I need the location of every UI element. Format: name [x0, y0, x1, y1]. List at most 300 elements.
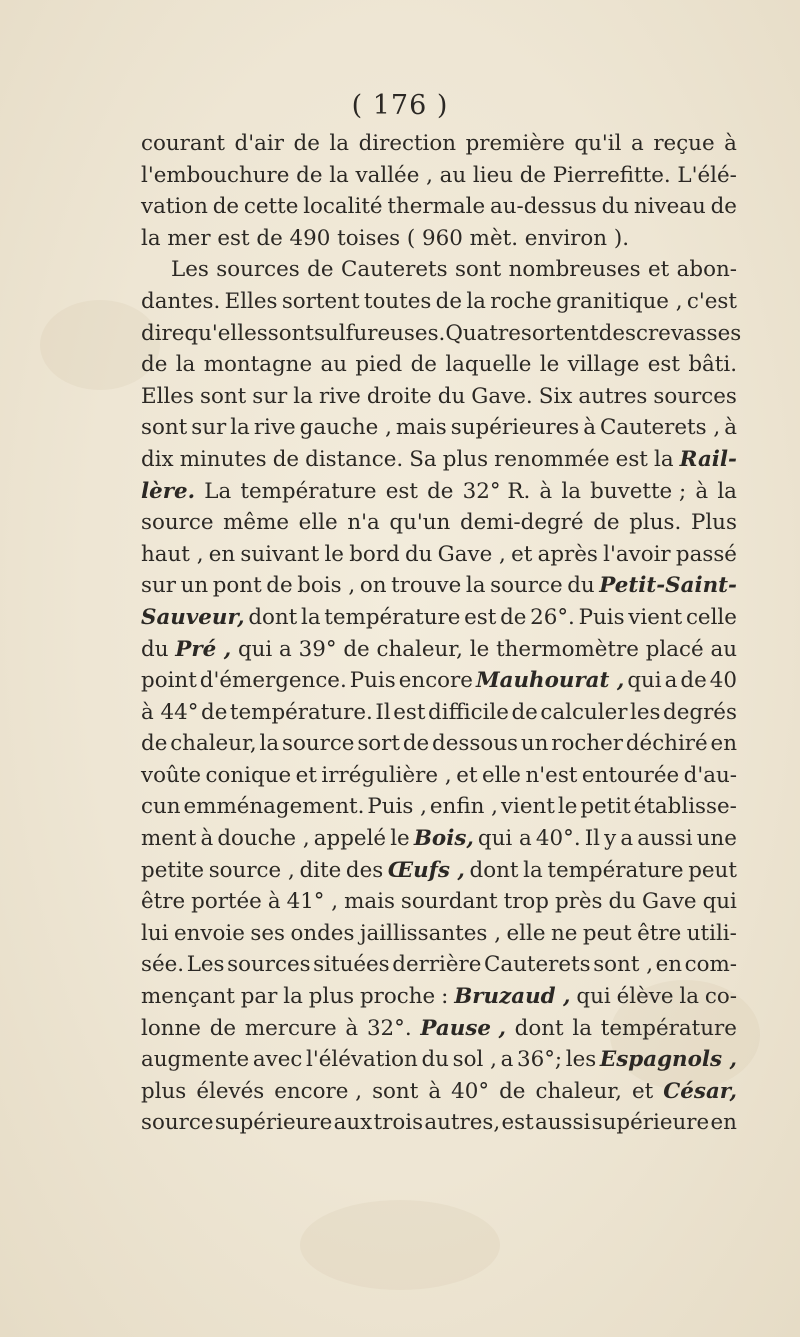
word: aux [333, 1110, 373, 1136]
word: sources [227, 952, 311, 978]
word: petite [141, 857, 205, 883]
text-line [141, 349, 737, 381]
word: village [567, 352, 640, 378]
word: première [465, 131, 565, 156]
word: qui a [477, 826, 532, 852]
word: sont [372, 1078, 419, 1104]
text-line [141, 286, 737, 318]
word: bois , [297, 573, 356, 599]
word: et [647, 257, 670, 283]
word: thermale [387, 194, 486, 220]
word: elle [298, 510, 338, 536]
text-line [141, 791, 737, 823]
word: dix [141, 446, 174, 472]
word: sortent [520, 320, 599, 346]
word: supérieures [450, 415, 580, 441]
word: passé [675, 541, 737, 567]
paper-stain [300, 1200, 500, 1290]
word: dite [299, 857, 342, 883]
word: au [439, 162, 467, 188]
text-line [141, 128, 737, 160]
word: ses [250, 920, 285, 946]
word: de [680, 668, 707, 694]
word: de [209, 1015, 237, 1041]
word: augmente [141, 1047, 250, 1073]
italic-word: Sauveur, [141, 604, 245, 630]
italic-word: Pause , [420, 1015, 506, 1041]
word: ment [141, 826, 197, 852]
word: Plus [690, 510, 737, 536]
word: roche [490, 288, 552, 314]
text-line [141, 697, 737, 729]
word: d'air [234, 131, 284, 156]
word: chaleur, [535, 1078, 622, 1104]
word: au [710, 636, 737, 662]
text-line [141, 949, 737, 981]
word: granitique , [556, 288, 683, 314]
word: dessous [432, 731, 518, 757]
word: la [329, 131, 350, 156]
word: cun [141, 794, 181, 820]
word: au [320, 352, 347, 378]
word: et [456, 762, 478, 788]
word: lonne [141, 1015, 201, 1041]
body-text [141, 128, 742, 1139]
word: autres [578, 383, 648, 409]
word: la [300, 604, 321, 630]
word: aussi [535, 1110, 591, 1136]
word: demi-degré [459, 510, 584, 536]
text-line [141, 254, 737, 286]
word: sources [653, 383, 737, 409]
word: qui [237, 636, 273, 662]
word: de [296, 162, 323, 188]
word: n'a [347, 510, 380, 536]
word: autres, [424, 1110, 501, 1136]
word: thermomètre [496, 636, 639, 662]
word: la [230, 415, 250, 441]
word: sont [454, 257, 502, 283]
word: de [427, 478, 454, 504]
word: mençant [141, 984, 235, 1010]
word: par [240, 984, 278, 1010]
word: envoie [173, 920, 245, 946]
word: ne [550, 920, 578, 946]
word: être [141, 889, 186, 915]
word: de [293, 131, 320, 156]
word: droite [366, 383, 432, 409]
word: Pierrefitte. [552, 162, 671, 188]
word: le [539, 352, 560, 378]
word: courant [141, 131, 225, 156]
word: Six [538, 383, 573, 409]
word: température [547, 857, 684, 883]
word: bâti. [688, 352, 737, 378]
text-line [141, 570, 737, 602]
word: à [695, 478, 709, 504]
word: même [223, 510, 290, 536]
word: rocher [551, 731, 623, 757]
word: sont , [593, 952, 654, 978]
word: sée. [141, 952, 185, 978]
word: de [307, 257, 334, 283]
word: 32° R. [462, 478, 531, 504]
word: dire [141, 320, 185, 346]
word: 40°. [535, 826, 581, 852]
word: dont [248, 604, 298, 630]
word: est [385, 478, 418, 504]
word: un [180, 573, 209, 599]
word: de [402, 731, 430, 757]
word: est [615, 446, 648, 472]
word: aussi [637, 826, 693, 852]
word: nombreuses [508, 257, 641, 283]
italic-word: Espagnols , [599, 1047, 737, 1073]
word: de [519, 162, 547, 188]
word: le [557, 794, 578, 820]
word: température [600, 1015, 737, 1041]
word: sol , [452, 1047, 497, 1073]
word: après [537, 541, 598, 567]
word: localité [303, 194, 383, 220]
word: sortent [281, 288, 360, 314]
text-line [141, 539, 737, 571]
word: du [601, 194, 630, 220]
word: plus [442, 446, 489, 472]
word: renommée [494, 446, 610, 472]
italic-word: Petit-Saint- [599, 573, 737, 599]
word: dont [514, 1015, 564, 1041]
word: trois [373, 1110, 424, 1136]
word: sont [199, 383, 247, 409]
italic-word: Bruzaud , [454, 984, 571, 1010]
word: Gave. [471, 383, 533, 409]
word: Cauterets , [600, 415, 721, 441]
word: qu'un [389, 510, 451, 536]
word: Il [375, 699, 391, 725]
word: Cauterets [484, 952, 591, 978]
word: La [204, 478, 232, 504]
word: cette [243, 194, 299, 220]
word: haut , [141, 541, 204, 567]
word: abon- [676, 257, 737, 283]
word: a [279, 636, 292, 662]
word: Les [171, 257, 209, 283]
word: en [655, 952, 683, 978]
word: l'embouchure [141, 162, 290, 188]
word: y [604, 826, 617, 852]
word: bord [349, 541, 400, 567]
word: encore , [274, 1078, 363, 1104]
word: 40 [709, 668, 737, 694]
word: du [141, 636, 169, 662]
word: calculer [540, 699, 628, 725]
word: source , [208, 857, 295, 883]
word: l'élévation [306, 1047, 418, 1073]
word: lui [141, 920, 169, 946]
word: Elles [224, 288, 278, 314]
word: à [539, 478, 553, 504]
word: 40° [451, 1078, 490, 1104]
word: déchiré [625, 731, 708, 757]
word: Il [584, 826, 601, 852]
word: la [653, 446, 674, 472]
word: mercure [244, 1015, 337, 1041]
text-line [141, 476, 737, 508]
word: la mer est de 490 toises ( 960 mèt. environ ). [141, 225, 629, 251]
word: le [324, 541, 344, 567]
word: supérieure [591, 1110, 710, 1136]
word: chaleur, [376, 636, 463, 662]
word: chaleur, [170, 731, 257, 757]
text-line [141, 412, 737, 444]
text-line [141, 1013, 737, 1045]
text-line [141, 318, 742, 350]
word: Gave , [437, 541, 506, 567]
word: plus. [629, 510, 682, 536]
word: est [464, 604, 497, 630]
text-line [141, 1107, 737, 1139]
word: utili- [686, 920, 737, 946]
word: la [293, 383, 313, 409]
word: de [141, 731, 168, 757]
word: L'élé- [677, 162, 737, 188]
word: la [329, 162, 349, 188]
word: direction [358, 131, 457, 156]
word: du [437, 383, 466, 409]
italic-word: Bois, [413, 826, 474, 852]
word: portée [191, 889, 262, 915]
word: de [410, 352, 437, 378]
word: élevés [196, 1078, 265, 1104]
word: être [637, 920, 682, 946]
word: sur [191, 415, 227, 441]
italic-word: Rail- [679, 446, 737, 472]
word: derrière [392, 952, 482, 978]
italic-word: César, [663, 1078, 737, 1104]
text-line [141, 444, 737, 476]
word: minutes [179, 446, 267, 472]
word: d'au- [683, 762, 737, 788]
word: on [359, 573, 387, 599]
word: du [567, 573, 595, 599]
word: la [523, 857, 543, 883]
word: difficile [428, 699, 509, 725]
word: trop [503, 889, 549, 915]
word: lieu [472, 162, 514, 188]
text-line [141, 1044, 737, 1076]
word: dantes. [141, 288, 221, 314]
word: de [710, 194, 737, 220]
word: crevasses [635, 320, 742, 346]
word: près [554, 889, 603, 915]
word: la [572, 1015, 592, 1041]
word: de [343, 636, 370, 662]
word: co- [704, 984, 737, 1010]
word: des [345, 857, 384, 883]
word: elle [481, 762, 521, 788]
word: dont [469, 857, 519, 883]
word: placé [645, 636, 704, 662]
word: douche , [217, 826, 310, 852]
word: sort [357, 731, 400, 757]
word: petit [580, 794, 631, 820]
word: entourée [581, 762, 680, 788]
word: la [465, 573, 486, 599]
word: sur [141, 573, 176, 599]
word: de [201, 699, 228, 725]
word: de [500, 604, 527, 630]
word: pied [355, 352, 403, 378]
word: sont [267, 320, 314, 346]
word: source [141, 510, 214, 536]
word: à [583, 415, 596, 441]
word: Puis , [367, 794, 427, 820]
word: est [501, 1110, 534, 1136]
word: à [200, 826, 214, 852]
word: à 44° [141, 699, 199, 725]
text-line [141, 760, 737, 792]
word: sur [252, 383, 288, 409]
word: plus [141, 1078, 187, 1104]
word: à [345, 1015, 359, 1041]
text-line [141, 665, 737, 697]
word: établisse- [633, 794, 737, 820]
word: Cauterets [340, 257, 448, 283]
word: 39° [298, 636, 337, 662]
text-line [141, 886, 737, 918]
word: irrégulière , [321, 762, 452, 788]
text-line [141, 223, 737, 255]
word: et [631, 1078, 654, 1104]
text-line [141, 823, 737, 855]
word: du [608, 889, 637, 915]
word: le [469, 636, 490, 662]
word: laquelle [445, 352, 532, 378]
word: du [404, 541, 433, 567]
word: enfin , [429, 794, 498, 820]
word: de [212, 194, 240, 220]
word: est [647, 352, 680, 378]
word: de [435, 288, 463, 314]
text-line [141, 602, 737, 634]
text-line [141, 981, 737, 1013]
word: à [724, 131, 737, 156]
word: : [441, 984, 449, 1010]
text-line [141, 918, 737, 950]
word: mais [344, 889, 395, 915]
word: proche [359, 984, 436, 1010]
word: avec [252, 1047, 303, 1073]
word: montagne [203, 352, 313, 378]
word: sources [216, 257, 300, 283]
word: Elles [141, 383, 194, 409]
word: sulfureuses. [313, 320, 446, 346]
word: peut [688, 857, 737, 883]
word: c'est [686, 288, 737, 314]
word: buvette ; [590, 478, 687, 504]
word: vient [500, 794, 555, 820]
word: de [141, 352, 168, 378]
word: appelé [313, 826, 387, 852]
word: situées [313, 952, 390, 978]
word: qu'il [574, 131, 622, 156]
word: emménagement. [183, 794, 365, 820]
word: rive [253, 415, 296, 441]
italic-word: lère. [141, 478, 196, 504]
word: la [466, 288, 486, 314]
word: degrés [663, 699, 737, 725]
word: en [710, 1110, 737, 1136]
word: d'émergence. [199, 668, 347, 694]
word: Les [186, 952, 225, 978]
word: température [240, 478, 377, 504]
word: niveau [633, 194, 706, 220]
word: les [630, 699, 661, 725]
word: rive [318, 383, 361, 409]
italic-word: Œufs , [387, 857, 465, 883]
text-line [141, 728, 737, 760]
word: température. [229, 699, 373, 725]
word: à [724, 415, 737, 441]
word: distance. [305, 446, 404, 472]
word: jaillissantes , [359, 920, 501, 946]
word: Puis [578, 604, 625, 630]
word: de [272, 446, 300, 472]
text-line [141, 855, 737, 887]
italic-word: Pré , [175, 636, 232, 662]
word: plus [308, 984, 355, 1010]
text-line [141, 160, 737, 192]
word: source [141, 1110, 214, 1136]
word: celle [685, 604, 737, 630]
word: et [511, 541, 533, 567]
text-line [141, 381, 737, 413]
word: n'est [525, 762, 578, 788]
word: le [390, 826, 410, 852]
word: à [428, 1078, 442, 1104]
word: température [324, 604, 461, 630]
word: encore [398, 668, 473, 694]
text-line [141, 507, 737, 539]
word: de [593, 510, 620, 536]
text-line [141, 634, 737, 666]
word: peut [582, 920, 632, 946]
word: toutes [363, 288, 432, 314]
word: gauche , [299, 415, 392, 441]
word: la [283, 984, 303, 1010]
word: 36°; [516, 1047, 563, 1073]
word: a [620, 826, 634, 852]
word: et [295, 762, 317, 788]
word: qui [576, 984, 611, 1010]
word: Gave [642, 889, 697, 915]
word: de [499, 1078, 526, 1104]
word: point [141, 668, 197, 694]
word: l'avoir [603, 541, 671, 567]
word: 41° , [286, 889, 339, 915]
word: qu'elles [184, 320, 268, 346]
word: des [598, 320, 636, 346]
word: la [679, 984, 699, 1010]
word: a [500, 1047, 514, 1073]
word: 26°. [530, 604, 575, 630]
word: sont [141, 415, 188, 441]
word: élève [616, 984, 674, 1010]
italic-word: Mauhourat , [475, 668, 625, 694]
word: com- [684, 952, 737, 978]
word: la [259, 731, 280, 757]
